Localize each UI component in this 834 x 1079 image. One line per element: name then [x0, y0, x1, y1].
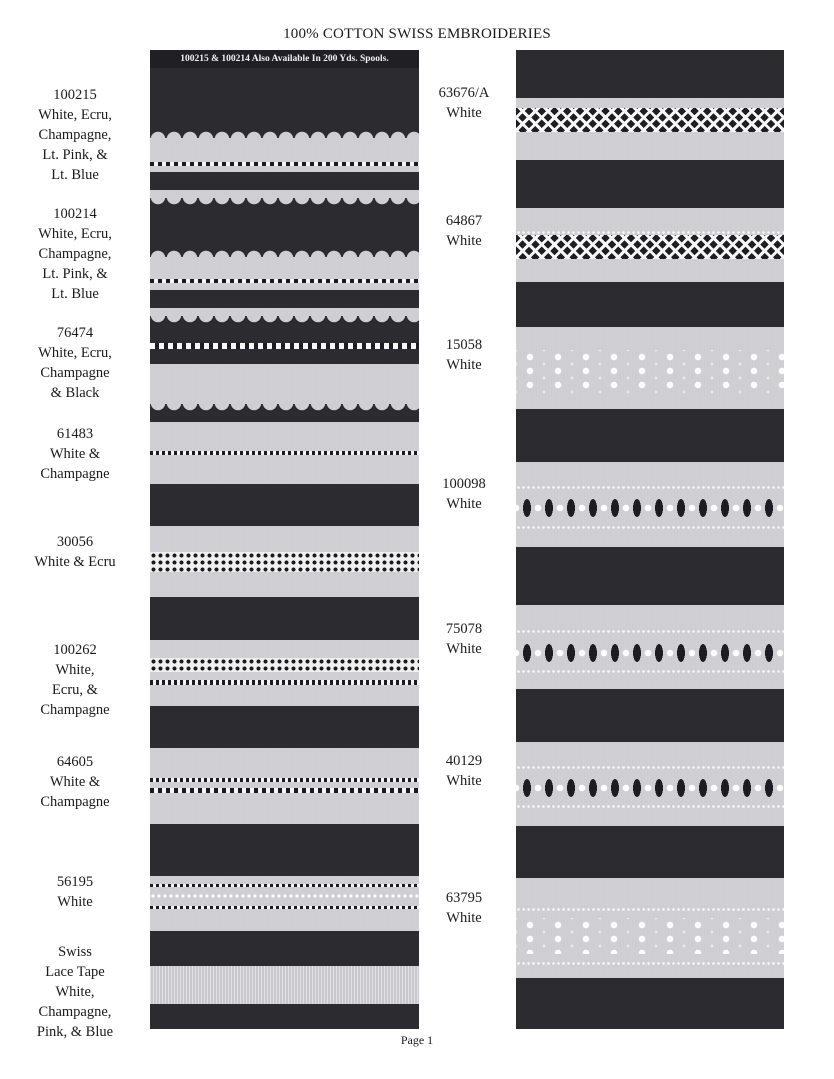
swatch-edge — [516, 962, 784, 965]
swatch-swiss-lace-tape — [150, 966, 419, 1004]
swatch-pattern — [150, 451, 419, 455]
swatch-pattern — [150, 162, 419, 166]
swatch-pattern — [516, 235, 784, 259]
product-colors: White — [446, 641, 482, 657]
product-colors: White — [446, 233, 482, 249]
product-label — [0, 323, 150, 403]
product-code: 63795 — [445, 890, 483, 906]
product-colors: Champagne, — [38, 127, 112, 143]
product-label — [414, 474, 514, 514]
product-colors: Lace Tape — [45, 964, 105, 980]
swatch-76474 — [150, 364, 419, 404]
right-swatch-panel — [516, 50, 784, 1029]
swatch-edge — [150, 131, 419, 138]
swatch-pattern — [150, 884, 419, 887]
product-colors: White — [446, 105, 482, 121]
product-colors: Lt. Blue — [51, 167, 99, 183]
product-code: 75078 — [445, 621, 483, 637]
product-colors: Lt. Blue — [51, 286, 99, 302]
product-code: 64605 — [56, 754, 94, 770]
product-code: Swiss — [58, 944, 92, 960]
product-label — [0, 752, 150, 812]
swatch-pattern — [516, 775, 784, 801]
swatch-100214-lower — [150, 308, 419, 316]
page-title: 100% COTTON SWISS EMBROIDERIES — [283, 26, 551, 42]
swatch-pattern — [150, 788, 419, 793]
product-code: 100098 — [442, 476, 486, 492]
product-colors: White, Ecru, — [38, 226, 112, 242]
product-code: 40129 — [445, 753, 483, 769]
swatch-100214 — [150, 257, 419, 290]
swatch-edge — [516, 670, 784, 673]
product-label — [0, 85, 150, 185]
product-label — [414, 83, 514, 123]
product-code: 56195 — [56, 874, 94, 890]
product-code: 100215 — [53, 87, 97, 103]
swatch-64605 — [150, 748, 419, 824]
product-colors: White & — [49, 774, 101, 790]
product-colors: White & Ecru — [34, 554, 116, 570]
swatch-edge — [150, 404, 419, 411]
swatch-edge — [150, 316, 419, 323]
product-label — [414, 888, 514, 928]
product-label — [0, 942, 150, 1042]
swatch-pattern — [150, 906, 419, 909]
swatch-pattern — [150, 680, 419, 685]
product-code: 76474 — [56, 325, 94, 341]
swatch-pattern — [150, 778, 419, 782]
product-colors: White, — [55, 662, 95, 678]
product-label — [414, 335, 514, 375]
product-colors: Champagne — [40, 466, 110, 482]
swatch-pattern — [150, 893, 419, 899]
swatch-100215 — [150, 138, 419, 172]
product-label — [0, 424, 150, 484]
product-colors: White — [446, 357, 482, 373]
product-label — [414, 619, 514, 659]
swatch-edge — [516, 908, 784, 911]
product-colors: Pink, & Blue — [36, 1024, 114, 1040]
product-colors: White, Ecru, — [38, 345, 112, 361]
left-swatch-panel — [150, 50, 419, 1029]
product-label — [0, 532, 150, 572]
swatch-pattern — [150, 279, 419, 283]
swatch-pattern — [516, 640, 784, 666]
product-colors: White, Ecru, — [38, 107, 112, 123]
spool-availability-banner: 100215 & 100214 Also Available In 200 Yds. Spools. — [150, 50, 419, 68]
product-code: 63676/A — [438, 85, 490, 101]
product-label — [414, 211, 514, 251]
product-colors: White — [446, 773, 482, 789]
product-code: 100262 — [53, 642, 97, 658]
swatch-edge — [516, 231, 784, 234]
product-colors: White, — [55, 984, 95, 1000]
product-code: 64867 — [445, 213, 483, 229]
product-colors: Champagne — [40, 365, 110, 381]
swatch-100215-lower — [150, 190, 419, 198]
swatch-pattern — [150, 552, 419, 572]
product-code: 61483 — [56, 426, 94, 442]
swatch-pattern — [516, 350, 784, 394]
swatch-edge — [150, 250, 419, 257]
product-label — [0, 204, 150, 304]
swatch-edge — [150, 198, 419, 205]
product-colors: Champagne, — [38, 1004, 112, 1020]
swatch-edge — [516, 766, 784, 769]
product-colors: White — [57, 894, 93, 910]
swatch-edge — [516, 486, 784, 489]
product-colors: White — [446, 496, 482, 512]
product-code: 100214 — [53, 206, 97, 222]
product-colors: Lt. Pink, & — [42, 147, 108, 163]
product-code: 30056 — [56, 534, 94, 550]
product-colors: Champagne — [40, 794, 110, 810]
product-colors: Champagne — [40, 702, 110, 718]
product-code: 15058 — [445, 337, 483, 353]
product-colors: White — [446, 910, 482, 926]
swatch-edge — [516, 630, 784, 633]
swatch-100262 — [150, 640, 419, 706]
product-label — [0, 640, 150, 720]
product-label — [0, 872, 150, 912]
swatch-pattern — [516, 918, 784, 954]
swatch-pattern — [150, 658, 419, 672]
swatch-pattern — [150, 343, 419, 349]
product-label — [414, 751, 514, 791]
swatch-edge — [516, 805, 784, 808]
swatch-pattern — [516, 108, 784, 132]
product-colors: Lt. Pink, & — [42, 266, 108, 282]
product-colors: Ecru, & — [52, 682, 98, 698]
product-colors: White & — [49, 446, 101, 462]
product-colors: Champagne, — [38, 246, 112, 262]
page-number: Page 1 — [400, 1033, 434, 1047]
swatch-edge — [516, 526, 784, 529]
product-colors: & Black — [50, 385, 100, 401]
swatch-pattern — [516, 494, 784, 522]
